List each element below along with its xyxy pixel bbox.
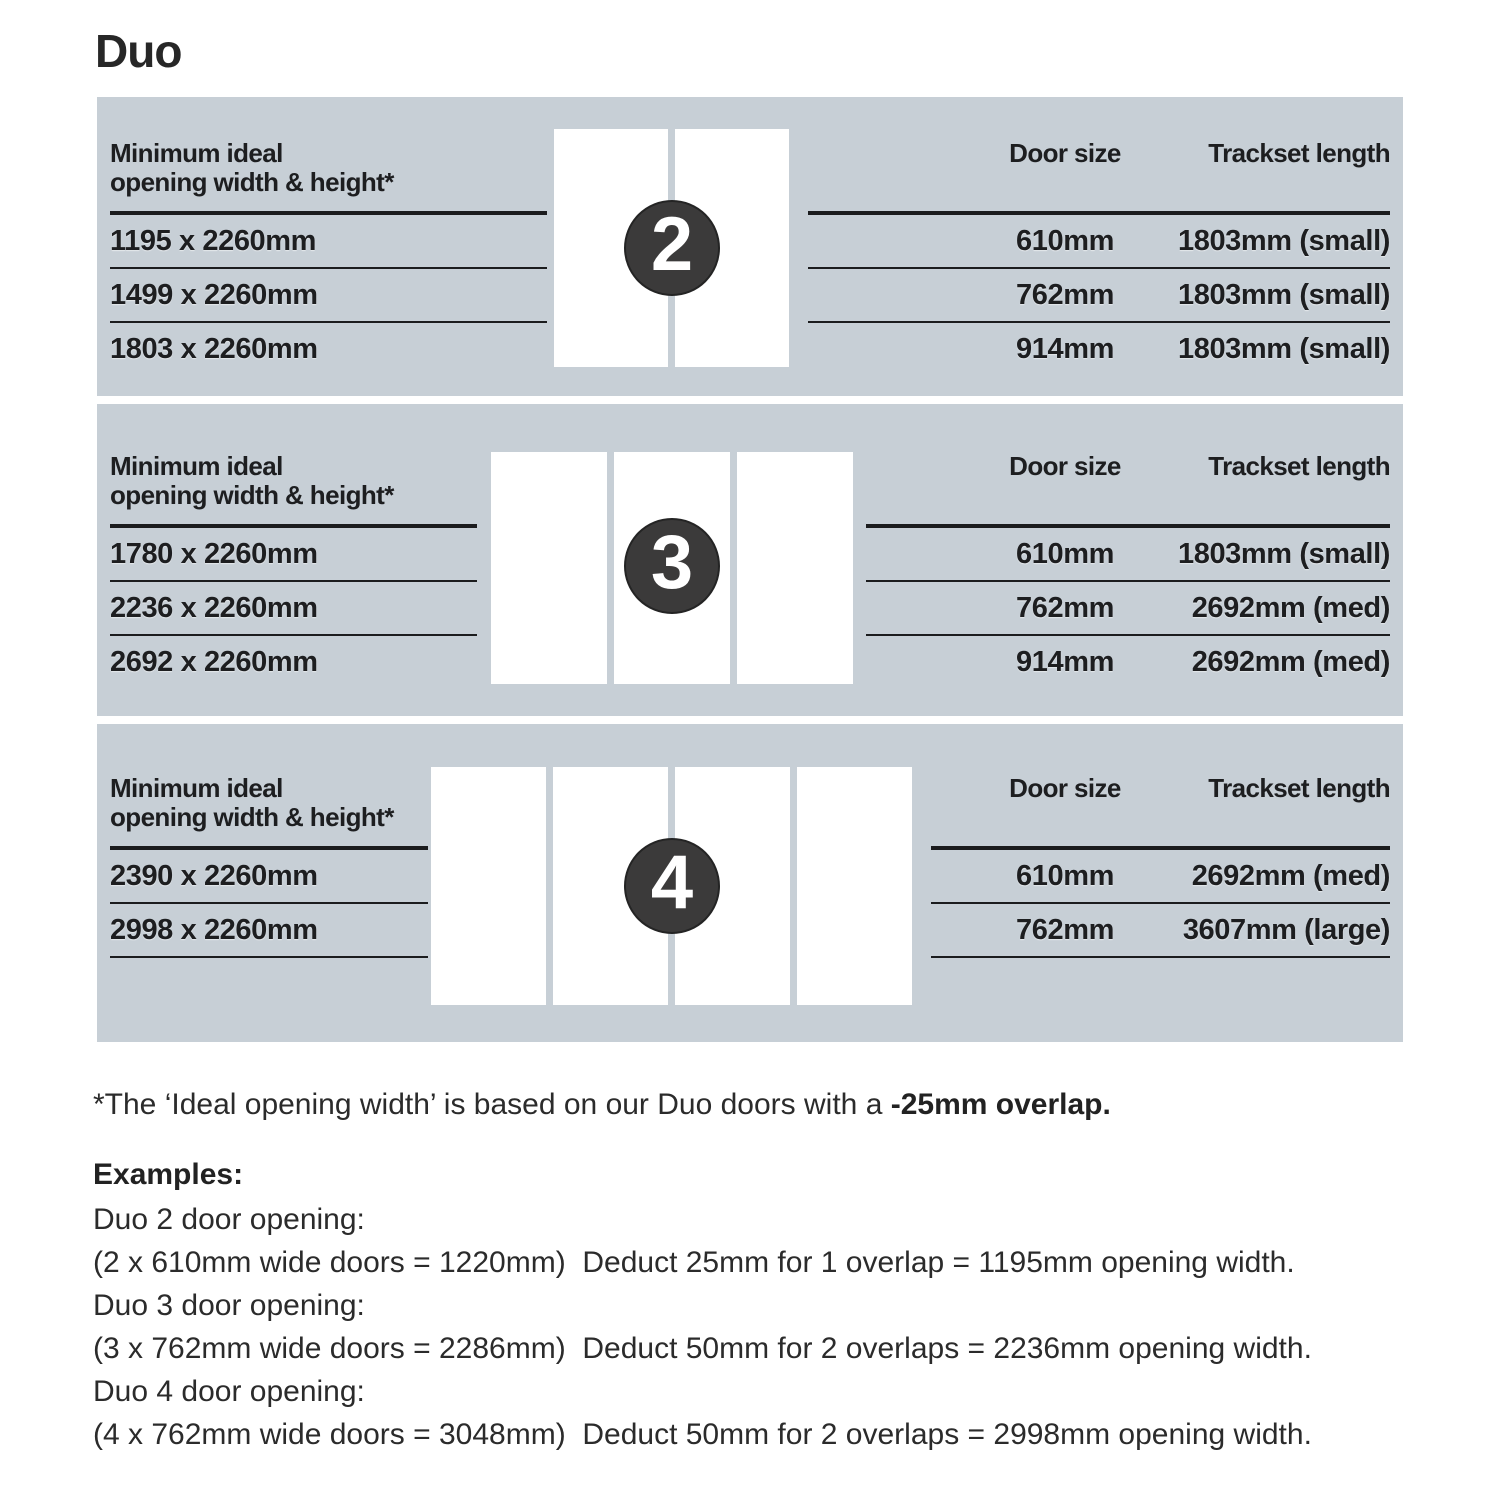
example-detail: (4 x 762mm wide doors = 3048mm) Deduct 50mm for 2 overlaps = 2998mm opening width. (93, 1418, 1312, 1451)
door-size-value: 762mm (1016, 591, 1114, 624)
door-size-value: 914mm (1016, 645, 1114, 678)
trackset-value: 1803mm (small) (1177, 537, 1390, 570)
spacer (866, 452, 985, 481)
table-row (931, 850, 1390, 904)
opening-rows (110, 850, 428, 958)
size-columns-header (808, 139, 1390, 168)
table-row (808, 215, 1390, 269)
spacer (808, 139, 985, 168)
example-detail: (2 x 610mm wide doors = 1220mm) Deduct 25mm for 1 overlap = 1195mm opening width. (93, 1246, 1295, 1279)
opening-value: 2236 x 2260mm (110, 591, 318, 624)
door-size-column-header: Door size (1009, 138, 1121, 168)
table-row (110, 582, 477, 636)
trackset-value: 1803mm (small) (1177, 224, 1390, 257)
opening-value: 1195 x 2260mm (110, 224, 317, 257)
size-columns-header (866, 452, 1390, 481)
door-size-value: 762mm (1016, 278, 1114, 311)
example-label: Duo 2 door opening: (93, 1203, 365, 1236)
size-columns-header (931, 774, 1390, 803)
table-row (866, 582, 1390, 636)
table-row (866, 636, 1390, 688)
trackset-value: 2692mm (med) (1191, 859, 1390, 892)
opening-value: 1803 x 2260mm (110, 332, 318, 365)
trackset-column-header: Trackset length (1208, 773, 1390, 803)
table-row (110, 269, 547, 323)
duo-3-door-section (97, 404, 1403, 716)
page-title: Duo (95, 25, 182, 77)
table-row (110, 636, 477, 688)
duo-4-door-section (97, 724, 1403, 1042)
overlap-footnote (93, 1088, 1111, 1122)
opening-value: 2998 x 2260mm (110, 913, 318, 946)
door-count-badge: 4 (624, 838, 720, 934)
header-line-1: Minimum ideal (110, 773, 283, 803)
trackset-column-header: Trackset length (1208, 138, 1390, 168)
trackset-value: 2692mm (med) (1191, 591, 1390, 624)
trackset-column-header: Trackset length (1208, 451, 1390, 481)
trackset-value: 1803mm (small) (1177, 332, 1390, 365)
door-size-value: 762mm (1016, 913, 1114, 946)
footnote-bold-text: -25mm overlap. (890, 1088, 1111, 1121)
opening-rows (110, 528, 477, 688)
header-line-2: opening width & height* (110, 480, 394, 510)
table-row (110, 904, 428, 958)
example-label: Duo 4 door opening: (93, 1375, 365, 1408)
door-size-value: 610mm (1016, 537, 1114, 570)
opening-value: 1780 x 2260mm (110, 537, 318, 570)
example-item (93, 1370, 1312, 1456)
table-row (110, 850, 428, 904)
door-count-badge: 2 (624, 200, 720, 296)
duo-2-door-section (97, 97, 1403, 396)
header-line-2: opening width & height* (110, 167, 394, 197)
opening-rows (110, 215, 547, 375)
spacer (931, 774, 985, 803)
header-line-1: Minimum ideal (110, 451, 283, 481)
opening-table-header (110, 452, 394, 510)
example-item (93, 1198, 1312, 1284)
header-line-2: opening width & height* (110, 802, 394, 832)
door-panel (491, 452, 607, 684)
door-size-column-header: Door size (1009, 773, 1121, 803)
table-row (808, 269, 1390, 323)
door-size-value: 610mm (1016, 859, 1114, 892)
table-row (808, 323, 1390, 375)
examples-list (93, 1198, 1312, 1456)
table-row (866, 528, 1390, 582)
table-row (110, 528, 477, 582)
header-line-1: Minimum ideal (110, 138, 283, 168)
size-rows (808, 215, 1390, 375)
opening-value: 1499 x 2260mm (110, 278, 318, 311)
table-row (110, 323, 547, 375)
example-label: Duo 3 door opening: (93, 1289, 365, 1322)
size-rows (866, 528, 1390, 688)
example-item (93, 1284, 1312, 1370)
opening-value: 2390 x 2260mm (110, 859, 318, 892)
door-panel (431, 767, 546, 1005)
size-rows (931, 850, 1390, 958)
trackset-value: 2692mm (med) (1191, 645, 1390, 678)
example-detail: (3 x 762mm wide doors = 2286mm) Deduct 50mm for 2 overlaps = 2236mm opening width. (93, 1332, 1312, 1365)
door-size-column-header: Door size (1009, 451, 1121, 481)
door-panel (737, 452, 853, 684)
trackset-value: 1803mm (small) (1177, 278, 1390, 311)
door-panel (797, 767, 912, 1005)
table-row (110, 215, 547, 269)
footnote-text: *The ‘Ideal opening width’ is based on our Duo doors with a (93, 1088, 891, 1121)
door-count-badge: 3 (624, 518, 720, 614)
trackset-value: 3607mm (large) (1182, 913, 1390, 946)
door-size-value: 914mm (1016, 332, 1114, 365)
table-row (931, 904, 1390, 958)
opening-table-header (110, 774, 394, 832)
examples-heading: Examples: (93, 1158, 244, 1191)
door-size-value: 610mm (1016, 224, 1114, 257)
opening-value: 2692 x 2260mm (110, 645, 318, 678)
opening-table-header (110, 139, 394, 197)
